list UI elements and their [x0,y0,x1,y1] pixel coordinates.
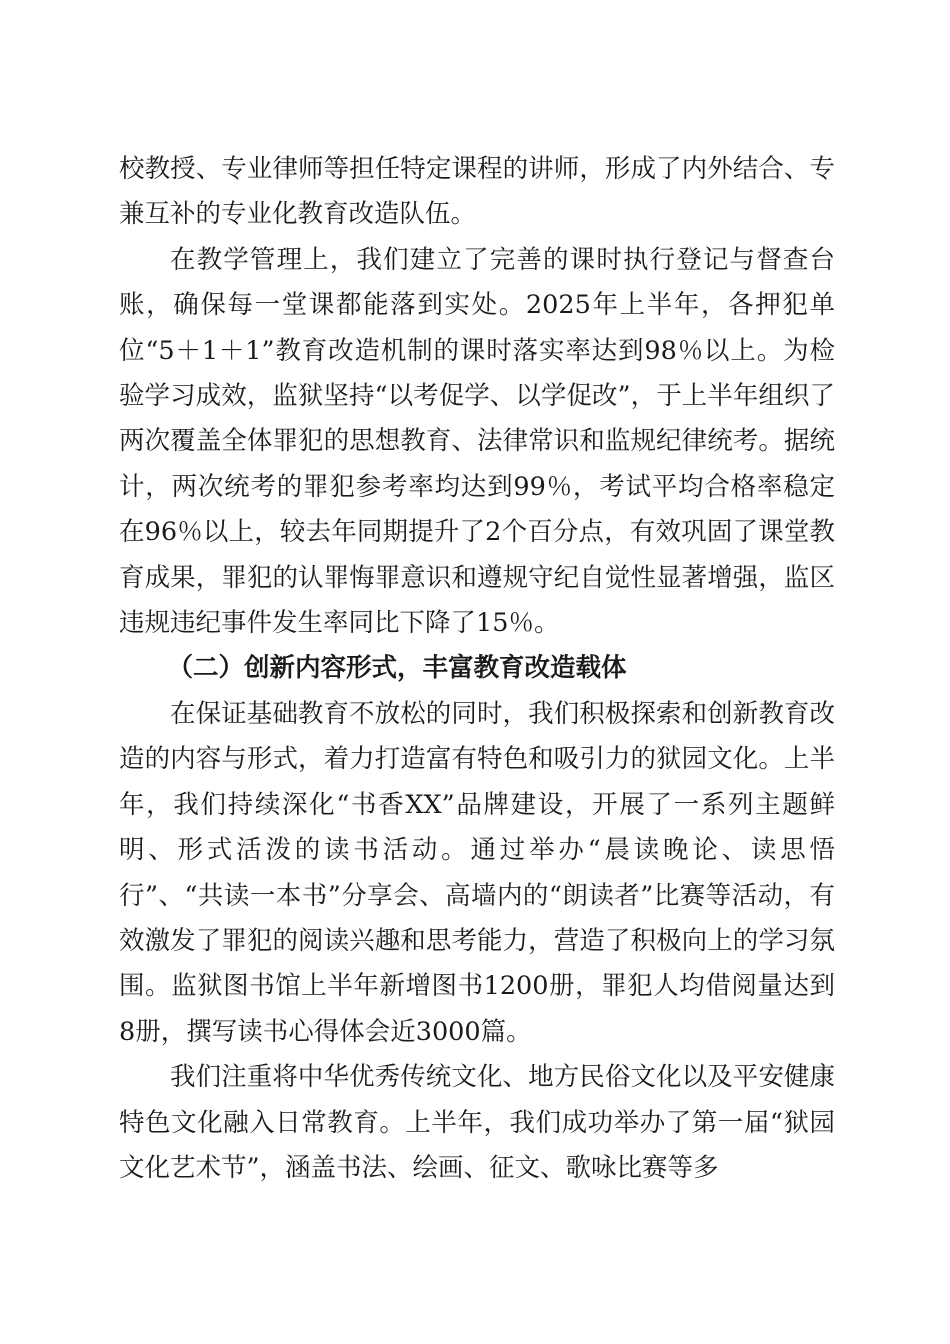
document-body [119,147,835,1191]
section-heading: （二）创新内容形式，丰富教育改造载体 [167,653,627,684]
paragraph-continuation: 校教授、专业律师等担任特定课程的讲师，形成了内外结合、专兼互补的专业化教育改造队伍。 [119,154,835,230]
paragraph-traditional-culture: 我们注重将中华优秀传统文化、地方民俗文化以及平安健康特色文化融入日常教育。上半年，我们成功举办了第一届“狱园文化艺术节”，涵盖书法、绘画、征文、歌咏比赛等多 [119,1062,835,1183]
paragraph-teaching-management: 在教学管理上，我们建立了完善的课时执行登记与督查台账，确保每一堂课都能落到实处。2025年上半年，各押犯单位“5＋1＋1”教育改造机制的课时落实率达到98％以上。为检验学习成效，监狱坚持“以考促学、以学促改”，于上半年组织了两次覆盖全体罪犯的思想教育、法律常识和监规纪律统考。据统计，两次统考的罪犯参考率均达到99％，考试平均合格率稳定在96％以上，较去年同期提升了2个百分点，有效巩固了课堂教育成果，罪犯的认罪悔罪意识和遵规守纪自觉性显著增强，监区违规违纪事件发生率同比下降了15％。 [119,244,835,639]
paragraph-content-innovation: 在保证基础教育不放松的同时，我们积极探索和创新教育改造的内容与形式，着力打造富有特色和吸引力的狱园文化。上半年，我们持续深化“书香XX”品牌建设，开展了一系列主题鲜明、形式活泼的读书活动。通过举办“晨读晚论、读思悟行”、“共读一本书”分享会、高墙内的“朗读者”比赛等活动，有效激发了罪犯的阅读兴趣和思考能力，营造了积极向上的学习氛围。监狱图书馆上半年新增图书1200册，罪犯人均借阅量达到8册，撰写读书心得体会近3000篇。 [119,698,835,1047]
